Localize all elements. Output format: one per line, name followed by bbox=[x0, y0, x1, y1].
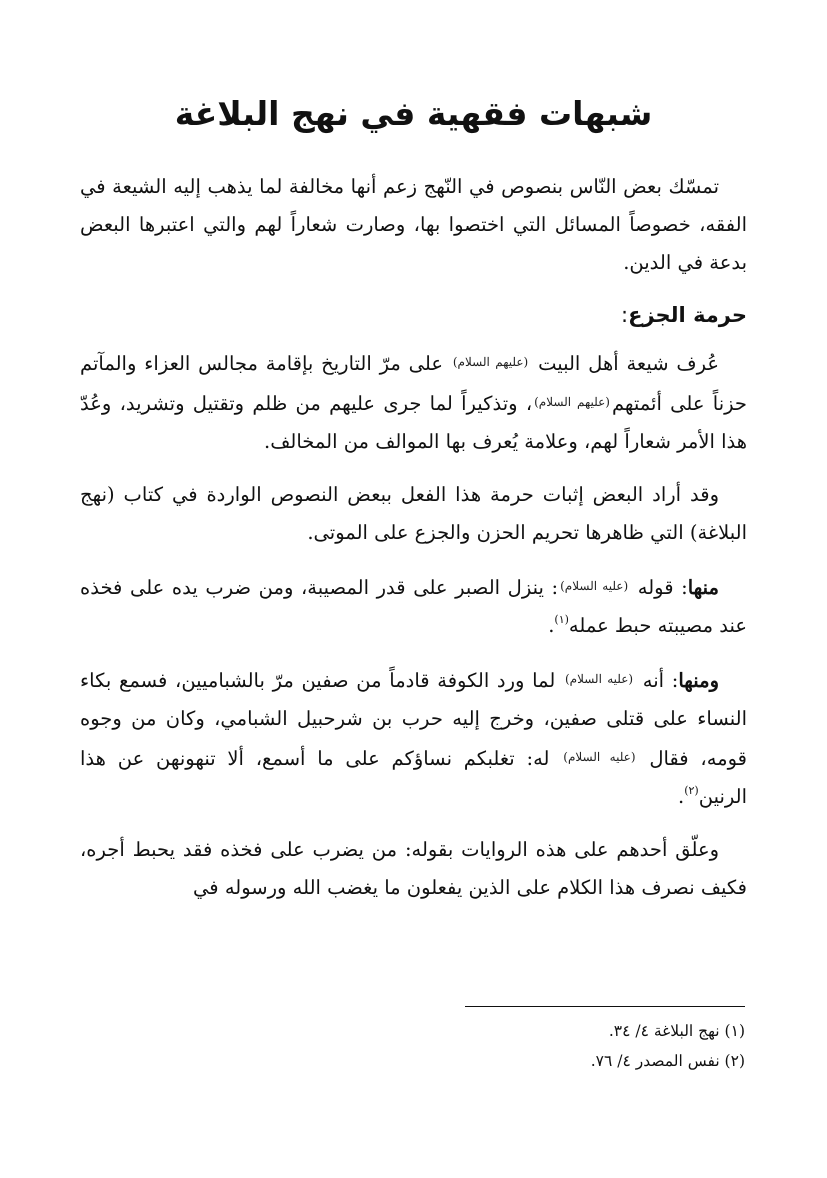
paragraph-4-part-b: لما ورد الكوفة قادماً من صفين مرّ بالشباميين، فسمع بكاء النساء على قتلى صفين، وخرج إليه حرب بن شرحبيل الشبامي، وكان من وجوه قومه، فقال bbox=[80, 669, 747, 770]
paragraph-1 bbox=[80, 343, 747, 461]
paragraph-3-part-a: : قوله bbox=[637, 576, 688, 599]
footnotes bbox=[345, 1016, 745, 1076]
section-heading-text: حرمة الجزع bbox=[628, 303, 747, 327]
paragraph-2: وقد أراد البعض إثبات حرمة هذا الفعل ببعض النصوص الواردة في كتاب (نهج البلاغة) التي ظاهرها تحريم الحزن والجزع على الموتى. bbox=[80, 483, 747, 544]
honorific-plural-2: (عليهم السلام) bbox=[534, 395, 610, 409]
paragraph-3 bbox=[80, 567, 747, 645]
paragraph-4 bbox=[80, 660, 747, 816]
paragraph-4-part-c: له: تغلبكم نساؤكم على ما أسمع، ألا تنهونهن عن هذا الرنين bbox=[80, 747, 747, 808]
honorific-singular-1: (عليه السلام) bbox=[560, 579, 629, 593]
paragraph-4-end: . bbox=[678, 785, 685, 808]
section-heading-colon: : bbox=[621, 303, 629, 327]
footnote-ref-1[interactable]: (١) bbox=[554, 613, 569, 626]
paragraph-1-part-b: على مرّ التاريخ بإقامة مجالس العزاء والمآتم حزناً على أئمتهم bbox=[80, 352, 747, 415]
honorific-singular-3: (عليه السلام) bbox=[563, 750, 636, 764]
footnote-divider bbox=[465, 1006, 745, 1007]
honorific-singular-2: (عليه السلام) bbox=[564, 672, 634, 686]
paragraph-5: وعلّق أحدهم على هذه الروايات بقوله: من يضرب على فخذه فقد يحبط أجره، فكيف نصرف هذا الكلام على الذين يفعلون ما يغضب الله ورسوله في bbox=[80, 838, 747, 899]
footnote-2: (٢) نفس المصدر ٤/ ٧٦. bbox=[590, 1052, 745, 1070]
paragraph-3-lead: منها bbox=[687, 576, 719, 599]
footnote-1: (١) نهج البلاغة ٤/ ٣٤. bbox=[608, 1022, 745, 1040]
page-title: شبهات فقهية في نهج البلاغة bbox=[174, 94, 653, 133]
paragraph-1-part-c: ، وتذكيراً لما جرى عليهم من ظلم وتقتيل وتشريد، وعُدّ هذا الأمر شعاراً لهم، وعلامة يُعرف بها الموالف من المخالف. bbox=[80, 392, 747, 453]
section-heading bbox=[80, 297, 747, 333]
intro-paragraph: تمسّك بعض النّاس بنصوص في النّهج زعم أنها مخالفة لما يذهب إليه الشيعة في الفقه، خصوصاً المسائل التي اختصوا بها، وصارت شعاراً لهم والتي اعتبرها البعض بدعة في الدين. bbox=[80, 175, 747, 274]
paragraph-3-part-b: : ينزل الصبر على قدر المصيبة، ومن ضرب يده على فخذه عند مصيبته حبط عمله bbox=[80, 576, 747, 637]
body-text bbox=[80, 168, 747, 922]
honorific-plural-1: (عليهم السلام) bbox=[452, 355, 529, 369]
paragraph-3-end: . bbox=[548, 614, 555, 637]
footnote-ref-2[interactable]: (٢) bbox=[684, 784, 699, 797]
paragraph-1-part-a: عُرف شيعة أهل البيت bbox=[538, 352, 720, 375]
paragraph-4-lead: ومنها bbox=[678, 669, 720, 692]
paragraph-4-part-a: : أنه bbox=[642, 669, 679, 692]
